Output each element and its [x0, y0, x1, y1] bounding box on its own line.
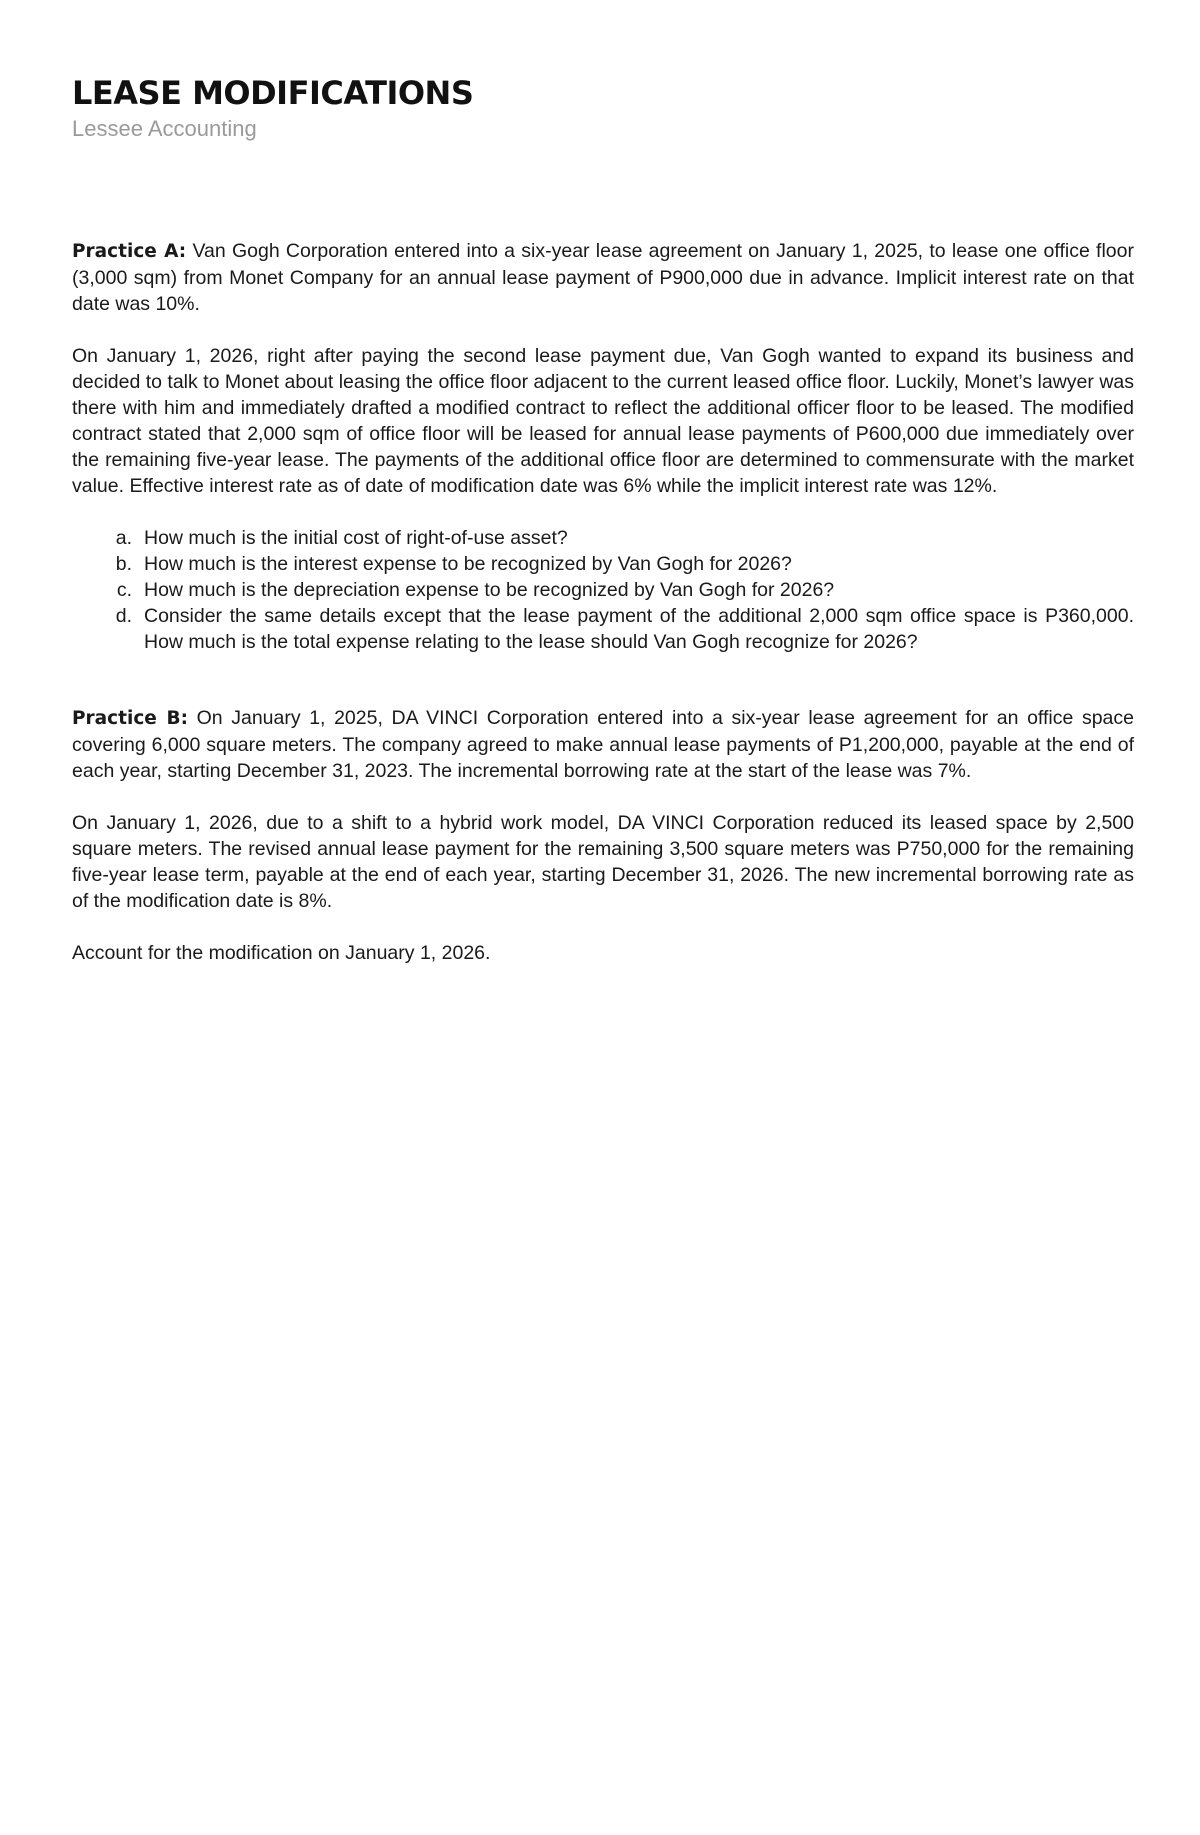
practice-a-questions	[72, 525, 1134, 655]
question-text: How much is the interest expense to be recognized by Van Gogh for 2026?	[144, 553, 792, 575]
question-item	[72, 577, 1134, 603]
practice-b-label: Practice B:	[72, 708, 188, 729]
practice-b-section	[72, 705, 1134, 966]
practice-b-instruction: Account for the modification on January 1, 2026.	[72, 942, 491, 964]
practice-b-details: On January 1, 2026, due to a shift to a hybrid work model, DA VINCI Corporation reduced its leased space by 2,500 square meters. The revised annual lease payment for the remaining 3,500 square meters was P750,000 for the remaining five-year lease term, payable at the end of each year, starting December 31, 2026. The new incremental borrowing rate as of the modification date is 8%.	[72, 812, 1134, 912]
practice-a-intro	[72, 238, 1134, 317]
practice-b-intro	[72, 705, 1134, 784]
practice-a-section	[72, 238, 1134, 655]
document-page	[72, 72, 1134, 966]
question-marker: a.	[115, 527, 132, 549]
question-text: How much is the depreciation expense to be recognized by Van Gogh for 2026?	[144, 579, 835, 601]
practice-a-intro-text: Van Gogh Corporation entered into a six-year lease agreement on January 1, 2025, to lease one office floor (3,000 sqm) from Monet Company for an annual lease payment of P900,000 due in advance. Implicit interest rate on that date was 10%.	[72, 240, 1134, 315]
question-item	[72, 551, 1134, 577]
practice-a-details: On January 1, 2026, right after paying the second lease payment due, Van Gogh wanted to expand its business and decided to talk to Monet about leasing the office floor adjacent to the current leased office floor. Luckily, Monet’s lawyer was there with him and immediately drafted a modified contract to reflect the additional officer floor to be leased. The modified contract stated that 2,000 sqm of office floor will be leased for annual lease payments of P600,000 due immediately over the remaining five-year lease. The payments of the additional office floor are determined to commensurate with the market value. Effective interest rate as of date of modification date was 6% while the implicit interest rate was 12%.	[72, 345, 1134, 497]
question-text: How much is the initial cost of right-of-use asset?	[144, 527, 568, 549]
question-marker: c.	[116, 579, 132, 601]
practice-a-label: Practice A:	[72, 241, 187, 262]
question-item	[72, 603, 1134, 655]
practice-b-intro-text: On January 1, 2025, DA VINCI Corporation entered into a six-year lease agreement for an office space covering 6,000 square meters. The company agreed to make annual lease payments of P1,200,000, payable at the end of each year, starting December 31, 2023. The incremental borrowing rate at the start of the lease was 7%.	[72, 707, 1134, 782]
page-subtitle: Lessee Accounting	[72, 116, 257, 141]
question-item	[72, 525, 1134, 551]
question-text: Consider the same details except that the lease payment of the additional 2,000 sqm office space is P360,000. How much is the total expense relating to the lease should Van Gogh recognize for 2026?	[144, 605, 1134, 653]
question-marker: d.	[115, 605, 132, 627]
page-title: LEASE MODIFICATIONS	[72, 74, 474, 112]
question-marker: b.	[115, 553, 132, 575]
